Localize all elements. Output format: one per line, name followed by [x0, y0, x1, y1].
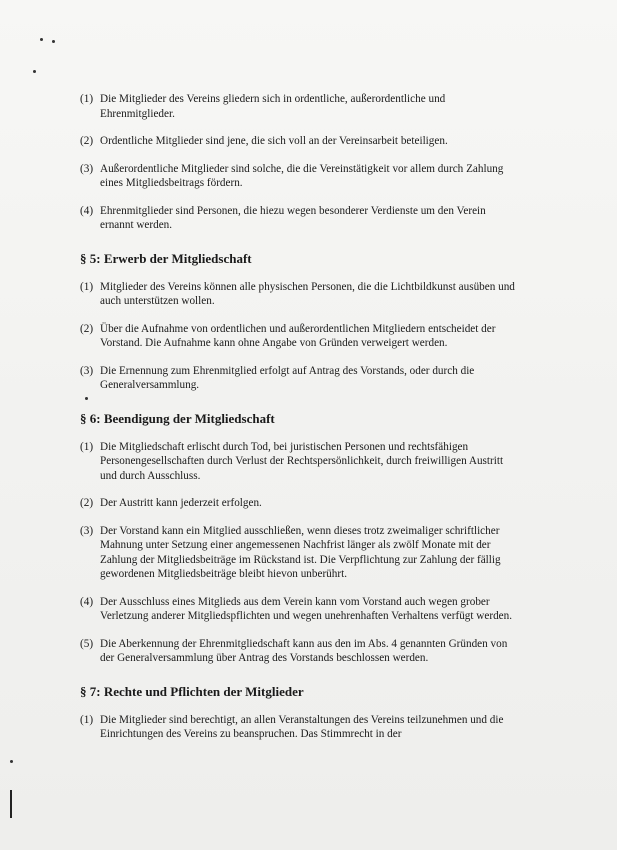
paragraph-text: Die Ernennung zum Ehrenmitglied erfolgt auf Antrag des Vorstands, oder durch die Generalversammlung. [100, 364, 475, 391]
margin-dot [10, 760, 13, 763]
numbered-paragraph [80, 364, 520, 393]
paragraph-number: (3) [80, 364, 94, 377]
paragraph-number: (3) [80, 162, 94, 175]
paragraph-text: Über die Aufnahme von ordentlichen und außerordentlichen Mitgliedern entscheidet der Vorstand. Die Aufnahme kann ohne Angabe von Gründen verweigert werden. [100, 322, 496, 349]
paragraph-text: Die Mitglieder des Vereins gliedern sich in ordentliche, außerordentliche und Ehrenmitglieder. [100, 93, 446, 120]
paragraph-number: (1) [80, 440, 94, 453]
paragraph-text: Der Austritt kann jederzeit erfolgen. [100, 497, 262, 509]
margin-dot [40, 38, 43, 41]
margin-line [10, 790, 12, 818]
paragraph-number: (2) [80, 135, 94, 147]
section7-heading: § 7: Rechte und Pflichten der Mitglieder [80, 683, 304, 699]
paragraph-number: (3) [80, 524, 94, 537]
paragraph-text: Mitglieder des Vereins können alle physischen Personen, die die Lichtbildkunst ausüben und auch unterstützen wollen. [100, 280, 515, 307]
paragraph-number: (2) [80, 322, 94, 335]
paragraph-text: Außerordentliche Mitglieder sind solche, die die Vereinstätigkeit vor allem durch Zahlung eines Mitgliedsbeitrags fördern. [100, 162, 504, 189]
paragraph-text: Die Mitgliedschaft erlischt durch Tod, bei juristischen Personen und rechtsfähigen Personengesellschaften durch Verlust der Rechtspersönlichkeit, durch freiwilligen Austritt und durch Ausschluss. [100, 440, 504, 482]
paragraph-number: (1) [80, 280, 94, 293]
numbered-paragraph [80, 134, 520, 149]
numbered-paragraph [80, 524, 520, 582]
section6-heading: § 6: Beendigung der Mitgliedschaft [80, 410, 275, 426]
section6-list [80, 440, 520, 666]
section5-list [80, 280, 520, 393]
section4-list [80, 92, 520, 233]
paragraph-number: (4) [80, 595, 94, 608]
paragraph-text: Ordentliche Mitglieder sind jene, die sich voll an der Vereinsarbeit beteiligen. [100, 135, 448, 147]
section7-list [80, 713, 520, 742]
numbered-paragraph [80, 92, 520, 121]
numbered-paragraph [80, 595, 520, 624]
margin-dot [33, 70, 36, 73]
paragraph-number: (4) [80, 204, 94, 217]
paragraph-text: Der Vorstand kann ein Mitglied ausschließen, wenn dieses trotz zweimaliger schriftlicher Mahnung unter Setzung einer angemessenen Nachfrist länger als zwölf Monate mit der Zahlung der Mitgliedsbeiträge im Rückstand ist. Die Verpflichtung zur Zahlung der fällig gewordenen Mitgliedsbeiträge bleibt hievon unberührt. [100, 524, 501, 580]
document-body [80, 92, 520, 755]
paragraph-text: Die Aberkennung der Ehrenmitgliedschaft kann aus den im Abs. 4 genannten Gründen von der Generalversammlung über Antrag des Vorstands beschlossen werden. [100, 637, 508, 664]
paragraph-text: Der Ausschluss eines Mitglieds aus dem Verein kann vom Vorstand auch wegen grober Verletzung anderer Mitgliedspflichten und wegen unehrenhaften Verhaltens verfügt werden. [100, 595, 513, 622]
numbered-paragraph [80, 280, 520, 309]
numbered-paragraph [80, 204, 520, 233]
paragraph-text: Die Mitglieder sind berechtigt, an allen Veranstaltungen des Vereins teilzunehmen und die Einrichtungen des Vereins zu beanspruchen. Das Stimmrecht in der [100, 713, 504, 740]
numbered-paragraph [80, 322, 520, 351]
paragraph-number: (1) [80, 93, 94, 105]
numbered-paragraph [80, 637, 520, 666]
numbered-paragraph [80, 440, 520, 484]
paragraph-number: (2) [80, 497, 94, 509]
paragraph-number: (5) [80, 637, 94, 650]
margin-dot [52, 40, 55, 43]
numbered-paragraph [80, 162, 520, 191]
paragraph-text: Ehrenmitglieder sind Personen, die hiezu wegen besonderer Verdienste um den Verein ernannt werden. [100, 204, 486, 231]
numbered-paragraph [80, 496, 520, 511]
paragraph-number: (1) [80, 713, 94, 726]
section5-heading: § 5: Erwerb der Mitgliedschaft [80, 250, 252, 266]
numbered-paragraph [80, 713, 520, 742]
